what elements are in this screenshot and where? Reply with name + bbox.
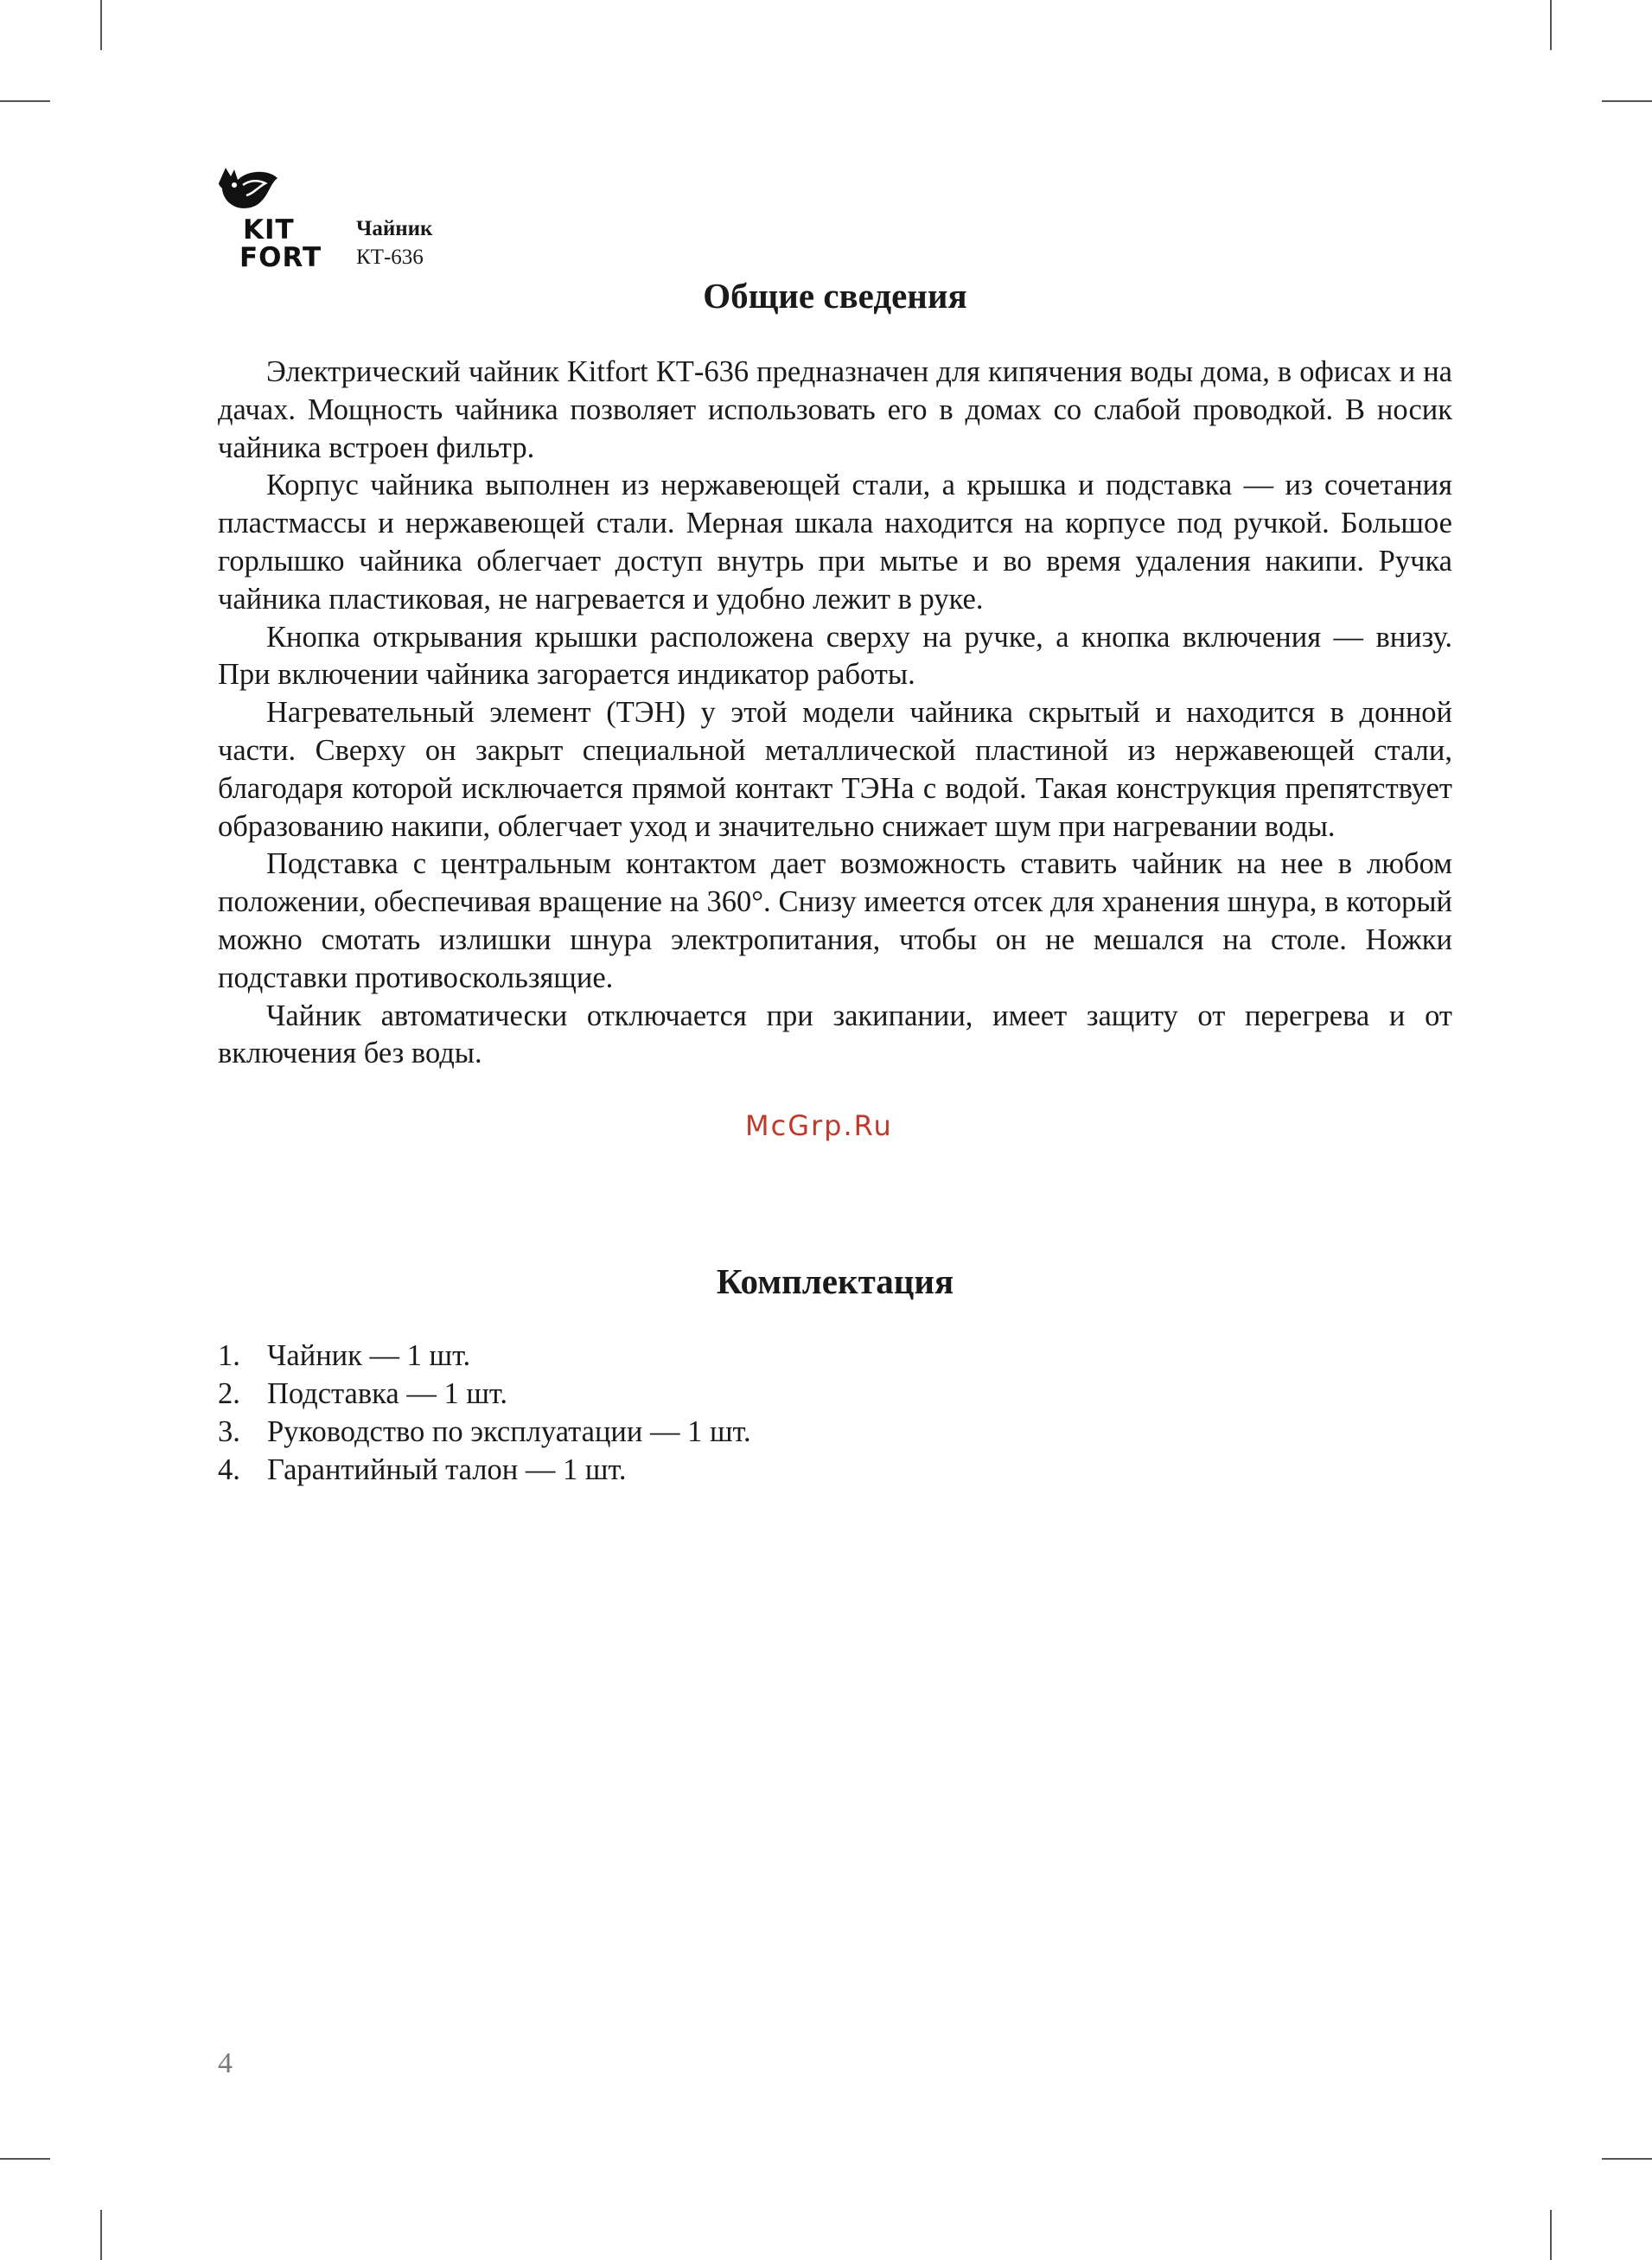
general-info-section	[218, 259, 1452, 1073]
product-name: Чайник	[356, 217, 433, 240]
paragraph: Кнопка открывания крышки расположена сверху на ручке, а кнопка включения — внизу. При включении чайника загорается индикатор работы.	[218, 620, 1452, 692]
paragraph: Электрический чайник Kitfort КТ-636 предназначен для кипячения воды дома, в офисах и на дачах. Мощность чайника позволяет использовать его в домах со слабой проводкой. В носик чайника встроен фильтр.	[218, 355, 1452, 464]
list-number: 1.	[218, 1339, 240, 1372]
list-item	[218, 1375, 751, 1413]
list-number: 3.	[218, 1415, 240, 1448]
paragraph: Чайник автоматически отключается при закипании, имеет защиту от перегрева и от включения без воды.	[218, 999, 1452, 1070]
paragraph: Подставка с центральным контактом дает возможность ставить чайник на нее в любом положении, обеспечивая вращение на 360°. Снизу имеется отсек для хранения шнура, в который можно смотать излишки шнура электропитания, чтобы он не мешался на столе. Ножки подставки противоскользящие.	[218, 847, 1452, 994]
crop-mark	[1602, 2158, 1652, 2160]
crop-mark	[0, 2158, 50, 2160]
crop-mark	[1550, 0, 1552, 50]
paragraph: Корпус чайника выполнен из нержавеющей стали, а крышка и подставка — из сочетания пластмассы и нержавеющей стали. Мерная шкала находится на корпусе под ручкой. Большое горлышко чайника облегчает доступ внутрь при мытье и во время удаления накипи. Ручка чайника пластиковая, не нагревается и удобно лежит в руке.	[218, 469, 1452, 616]
product-model: КТ-636	[356, 246, 424, 269]
general-info-body	[218, 354, 1452, 1073]
section-title-kit: Комплектация	[716, 1261, 954, 1301]
list-item	[218, 1337, 751, 1375]
kitfort-logo	[214, 164, 326, 272]
crop-mark	[0, 100, 50, 102]
list-text: Подставка — 1 шт.	[267, 1377, 507, 1410]
list-text: Чайник — 1 шт.	[267, 1339, 471, 1372]
page-number: 4	[218, 2047, 233, 2079]
list-text: Руководство по эксплуатации — 1 шт.	[267, 1415, 751, 1448]
crop-mark	[100, 0, 102, 50]
watermark: McGrp.Ru	[745, 1109, 893, 1142]
paragraph: Нагревательный элемент (ТЭН) у этой модели чайника скрытый и находится в донной части. Сверху он закрыт специальной металлической пластиной из нержавеющей стали, благодаря которой исключается прямой контакт ТЭНа с водой. Такая конструкция препятствует образованию накипи, облегчает уход и значительно снижает шум при нагревании воды.	[218, 696, 1452, 843]
list-number: 2.	[218, 1377, 240, 1410]
kit-list	[218, 1337, 751, 1489]
list-item	[218, 1413, 751, 1451]
logo-line-2: FORT	[239, 242, 322, 273]
crop-mark	[100, 2210, 102, 2260]
list-item	[218, 1451, 751, 1489]
list-text: Гарантийный талон — 1 шт.	[267, 1453, 627, 1486]
crop-mark	[1550, 2210, 1552, 2260]
logo-line-1: KIT	[243, 214, 295, 246]
bird-icon	[214, 164, 283, 216]
crop-mark	[1602, 100, 1652, 102]
section-title-general: Общие сведения	[703, 276, 967, 316]
list-number: 4.	[218, 1453, 240, 1486]
